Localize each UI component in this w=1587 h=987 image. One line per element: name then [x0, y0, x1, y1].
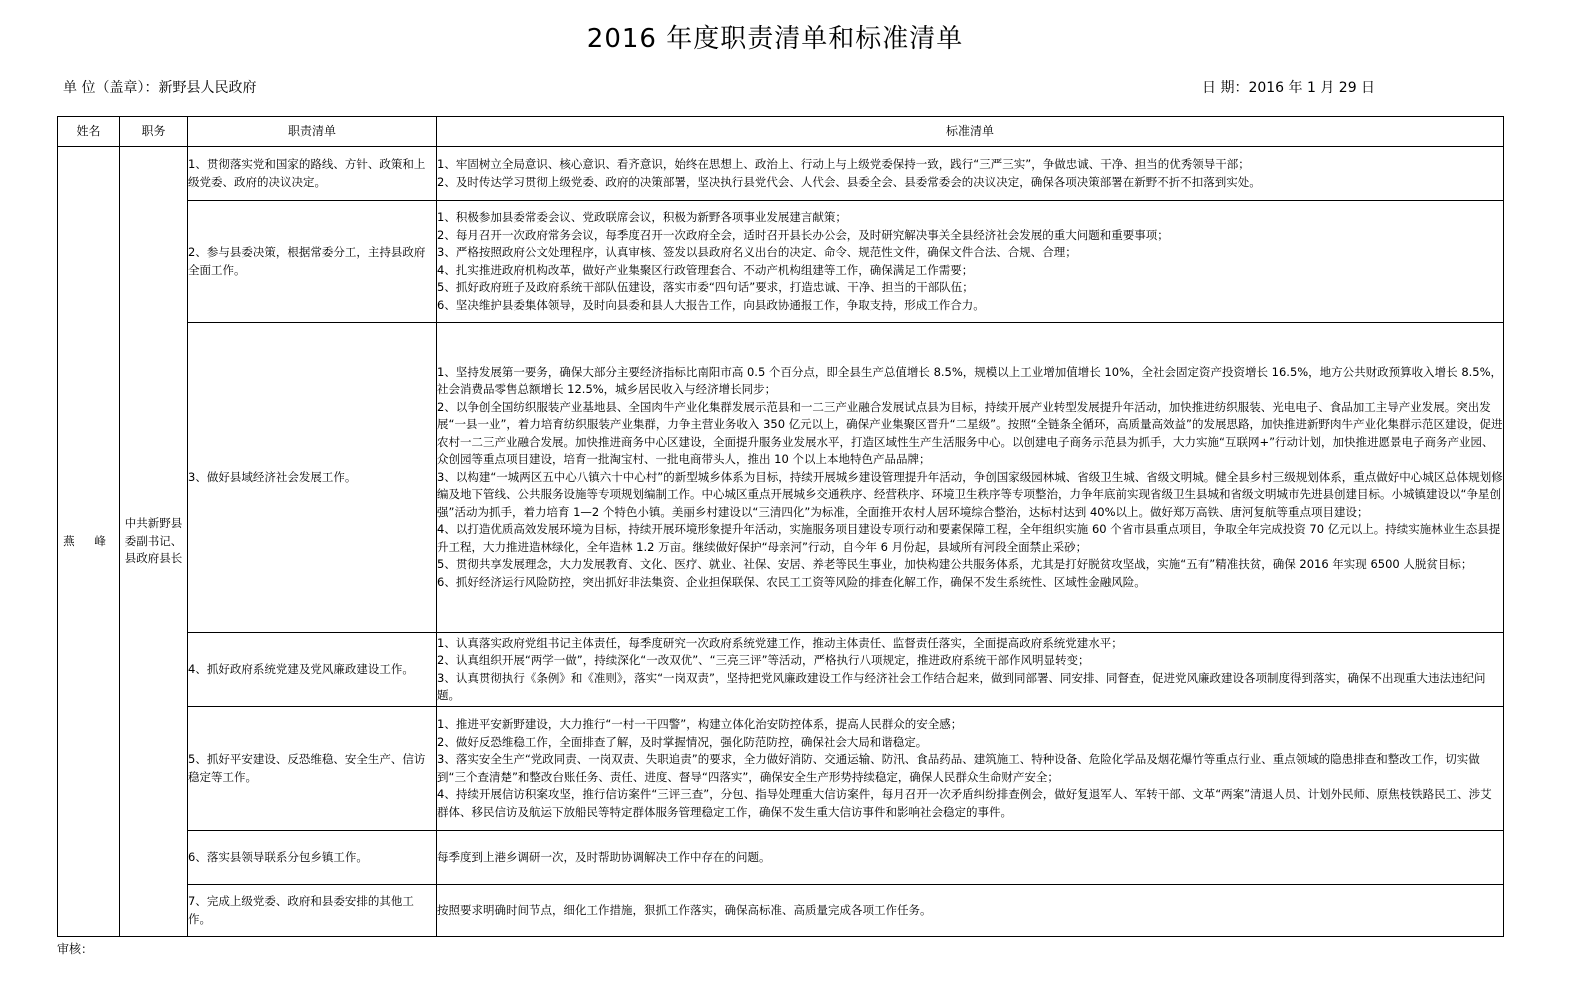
review-label: 审核：: [57, 942, 94, 956]
standard-line: 2、做好反恐维稳工作，全面排查了解，及时掌握情况，强化防范防控，确保社会大局和谐稳定。: [437, 734, 928, 749]
standard-line: 4、持续开展信访积案攻坚，推行信访案件“三评三查”，分包、指导处理重大信访案件，每月召开一次矛盾纠纷排查例会，做好复退军人、军转干部、文革“两案”清退人员、计划外民师、原焦枝铁路民工、涉艾群体、移民信访及航运下放船民等特定群体服务管理稳定工作，确保不发生重大信访事件和影响社会稳定的事件。: [437, 787, 1492, 819]
standard-line: 2、认真组织开展“两学一做”，持续深化“一改双优”、“三亮三评”等活动，严格执行八项规定，推进政府系统干部作风明显转变；: [437, 653, 1090, 667]
standard-line: 1、认真落实政府党组书记主体责任，每季度研究一次政府系统党建工作，推动主体责任、监督责任落实，全面提高政府系统党建水平；: [437, 635, 1123, 650]
standard-line: 4、扎实推进政府机构改革，做好产业集聚区行政管理套合、不动产机构组建等工作，确保满足工作需要；: [437, 262, 974, 277]
standard-line: 4、以打造优质高效发展环境为目标，持续开展环境形象提升年活动，实施服务项目建设专项行动和要素保障工程，全年组织实施 60 个省市县重点项目，争取全年完成投资 70 亿元以上。持续实施林业生态县提升工程，大力推进造林绿化，全年造林 1.2 万亩。继续做好保护“母亲河”行动，自今年 6 月份起，县域所有河段全面禁止采砂；: [437, 522, 1501, 554]
duty-item: 4、抓好政府系统党建及党风廉政建设工作。: [188, 633, 437, 707]
table-row: [58, 201, 1504, 323]
table-row: [58, 323, 1504, 633]
table-row: [58, 831, 1504, 885]
header-duty-list: 职责清单: [188, 117, 437, 147]
standard-line: 3、严格按照政府公文处理程序，认真审核、签发以县政府名义出台的决定、命令、规范性文件，确保文件合法、合规、合理；: [437, 245, 1077, 259]
standard-line: 2、及时传达学习贯彻上级党委、政府的决策部署，坚决执行县党代会、人代会、县委全会、县委常委会的决议决定，确保各项决策部署在新野不折不扣落到实处。: [437, 174, 1261, 189]
date-label: 日 期：2016 年 1 月 29 日: [1202, 80, 1376, 96]
header-position: 职务: [120, 117, 188, 147]
person-name: 燕 峰: [58, 147, 120, 937]
document-title: 2016 年度职责清单和标准清单: [586, 24, 964, 54]
duty-item: 1、贯彻落实党和国家的路线、方针、政策和上级党委、政府的决议决定。: [188, 147, 437, 201]
table-row: [58, 885, 1504, 937]
standard-line: 6、抓好经济运行风险防控，突出抓好非法集资、企业担保联保、农民工工资等风险的排查化解工作，确保不发生系统性、区域性金融风险。: [437, 574, 1146, 589]
standard-item: [437, 323, 1504, 633]
header-name: 姓名: [58, 117, 120, 147]
standard-line: 每季度到上港乡调研一次，及时帮助协调解决工作中存在的问题。: [437, 849, 771, 864]
standard-item: [437, 147, 1504, 201]
table-row: [58, 633, 1504, 707]
table-row: [58, 707, 1504, 831]
duty-item: 5、抓好平安建设、反恐维稳、安全生产、信访稳定等工作。: [188, 707, 437, 831]
standard-line: 5、贯彻共享发展理念，大力发展教育、文化、医疗、就业、社保、安居、养老等民生事业，加快构建公共服务体系，尤其是打好脱贫攻坚战，实施“五有”精准扶贫，确保 2016 年实现 6500 人脱贫目标；: [437, 557, 1473, 572]
header-standard-list: 标准清单: [437, 117, 1504, 147]
duty-item: 7、完成上级党委、政府和县委安排的其他工作。: [188, 885, 437, 937]
table-header-row: [58, 117, 1504, 147]
standard-item: [437, 885, 1504, 937]
standard-line: 3、认真贯彻执行《条例》和《准则》，落实“一岗双责”，坚持把党风廉政建设工作与经济社会工作结合起来，做到同部署、同安排、同督查，促进党风廉政建设各项制度得到落实，确保不出现重大违法违纪问题。: [437, 670, 1486, 702]
standard-line: 1、牢固树立全局意识、核心意识、看齐意识，始终在思想上、政治上、行动上与上级党委保持一致，践行“三严三实”，争做忠诚、干净、担当的优秀领导干部；: [437, 157, 1250, 171]
standard-item: [437, 633, 1504, 707]
standard-item: [437, 201, 1504, 323]
standard-line: 2、每月召开一次政府常务会议，每季度召开一次政府全会，适时召开县长办公会，及时研究解决事关全县经济社会发展的重大问题和重要事项；: [437, 227, 1169, 242]
duty-item: 6、落实县领导联系分包乡镇工作。: [188, 831, 437, 885]
table-row: [58, 147, 1504, 201]
duty-item: 2、参与县委决策，根据常委分工，主持县政府全面工作。: [188, 201, 437, 323]
standard-line: 1、坚持发展第一要务，确保大部分主要经济指标比南阳市高 0.5 个百分点，即全县生产总值增长 8.5%，规模以上工业增加值增长 10%，全社会固定资产投资增长 16.5%，地方公共财政预算收入增长 8.5%，社会消费品零售总额增长 12.5%，城乡居民收入与经济增长同步；: [437, 364, 1503, 397]
person-position: 中共新野县委副书记、县政府县长: [120, 147, 188, 937]
duty-item: 3、做好县域经济社会发展工作。: [188, 323, 437, 633]
standard-line: 1、积极参加县委常委会议、党政联席会议，积极为新野各项事业发展建言献策；: [437, 210, 847, 224]
duty-standard-table: [57, 116, 1504, 937]
standard-item: [437, 831, 1504, 885]
standard-line: 3、以构建“一城两区五中心八镇六十中心村”的新型城乡体系为目标，持续开展城乡建设管理提升年活动，争创国家级园林城、省级卫生城、省级文明城。健全县乡村三级规划体系，重点做好中心城区总体规划修编及地下管线、公共服务设施等专项规划编制工作。中心城区重点开展城乡交通秩序、经营秩序、环境卫生秩序等专项整治，力争年底前实现省级卫生县城和省级文明城市先进县创建目标。小城镇建设以“争星创强”活动为抓手，着力培育 1—2 个特色小镇。美丽乡村建设以“三清四化”为标准，全面推开农村人居环境综合整治，达标村达到 40%以上。做好郑万高铁、唐河复航等重点项目建设；: [437, 469, 1503, 519]
standard-item: [437, 707, 1504, 831]
standard-line: 按照要求明确时间节点，细化工作措施，狠抓工作落实，确保高标准、高质量完成各项工作任务。: [437, 902, 932, 917]
standard-line: 1、推进平安新野建设，大力推行“一村一干四警”，构建立体化治安防控体系，提高人民群众的安全感；: [437, 717, 963, 731]
unit-label: 单 位（盖章）：新野县人民政府: [63, 80, 257, 96]
standard-line: 5、抓好政府班子及政府系统干部队伍建设，落实市委“四句话”要求，打造忠诚、干净、担当的干部队伍；: [437, 280, 974, 294]
standard-line: 2、以争创全国纺织服装产业基地县、全国肉牛产业化集群发展示范县和一二三产业融合发展试点县为目标，持续开展产业转型发展提升年活动，加快推进纺织服装、光电电子、食品加工主导产业发展。突出发展“一县一业”，着力培育纺织服装产业集群，力争主营业务收入 350 亿元以上，确保产业集聚区晋升“二星级”。按照“全链条全循环，高质量高效益”的发展思路，加快推进新野肉牛产业化集群示范区建设，促进农村一二三产业融合发展。加快推进商务中心区建设，全面提升服务业发展水平，打造区域性生产生活服务中心。以创建电子商务示范县为抓手，大力实施“互联网+”行动计划，加快推进愿景电子商务产业园、众创园等重点项目建设，培育一批淘宝村、一批电商带头人，推出 10 个以上本地特色产品品牌；: [437, 399, 1503, 467]
standard-line: 6、坚决维护县委集体领导，及时向县委和县人大报告工作，向县政协通报工作，争取支持，形成工作合力。: [437, 297, 985, 312]
standard-line: 3、落实安全生产“党政同责、一岗双责、失职追责”的要求，全力做好消防、交通运输、防汛、食品药品、建筑施工、特种设备、危险化学品及烟花爆竹等重点行业、重点领域的隐患排查和整改工作，切实做到“三个查清楚”和整改台账任务、责任、进度、督导“四落实”，确保安全生产形势持续稳定，确保人民群众生命财产安全；: [437, 752, 1480, 784]
